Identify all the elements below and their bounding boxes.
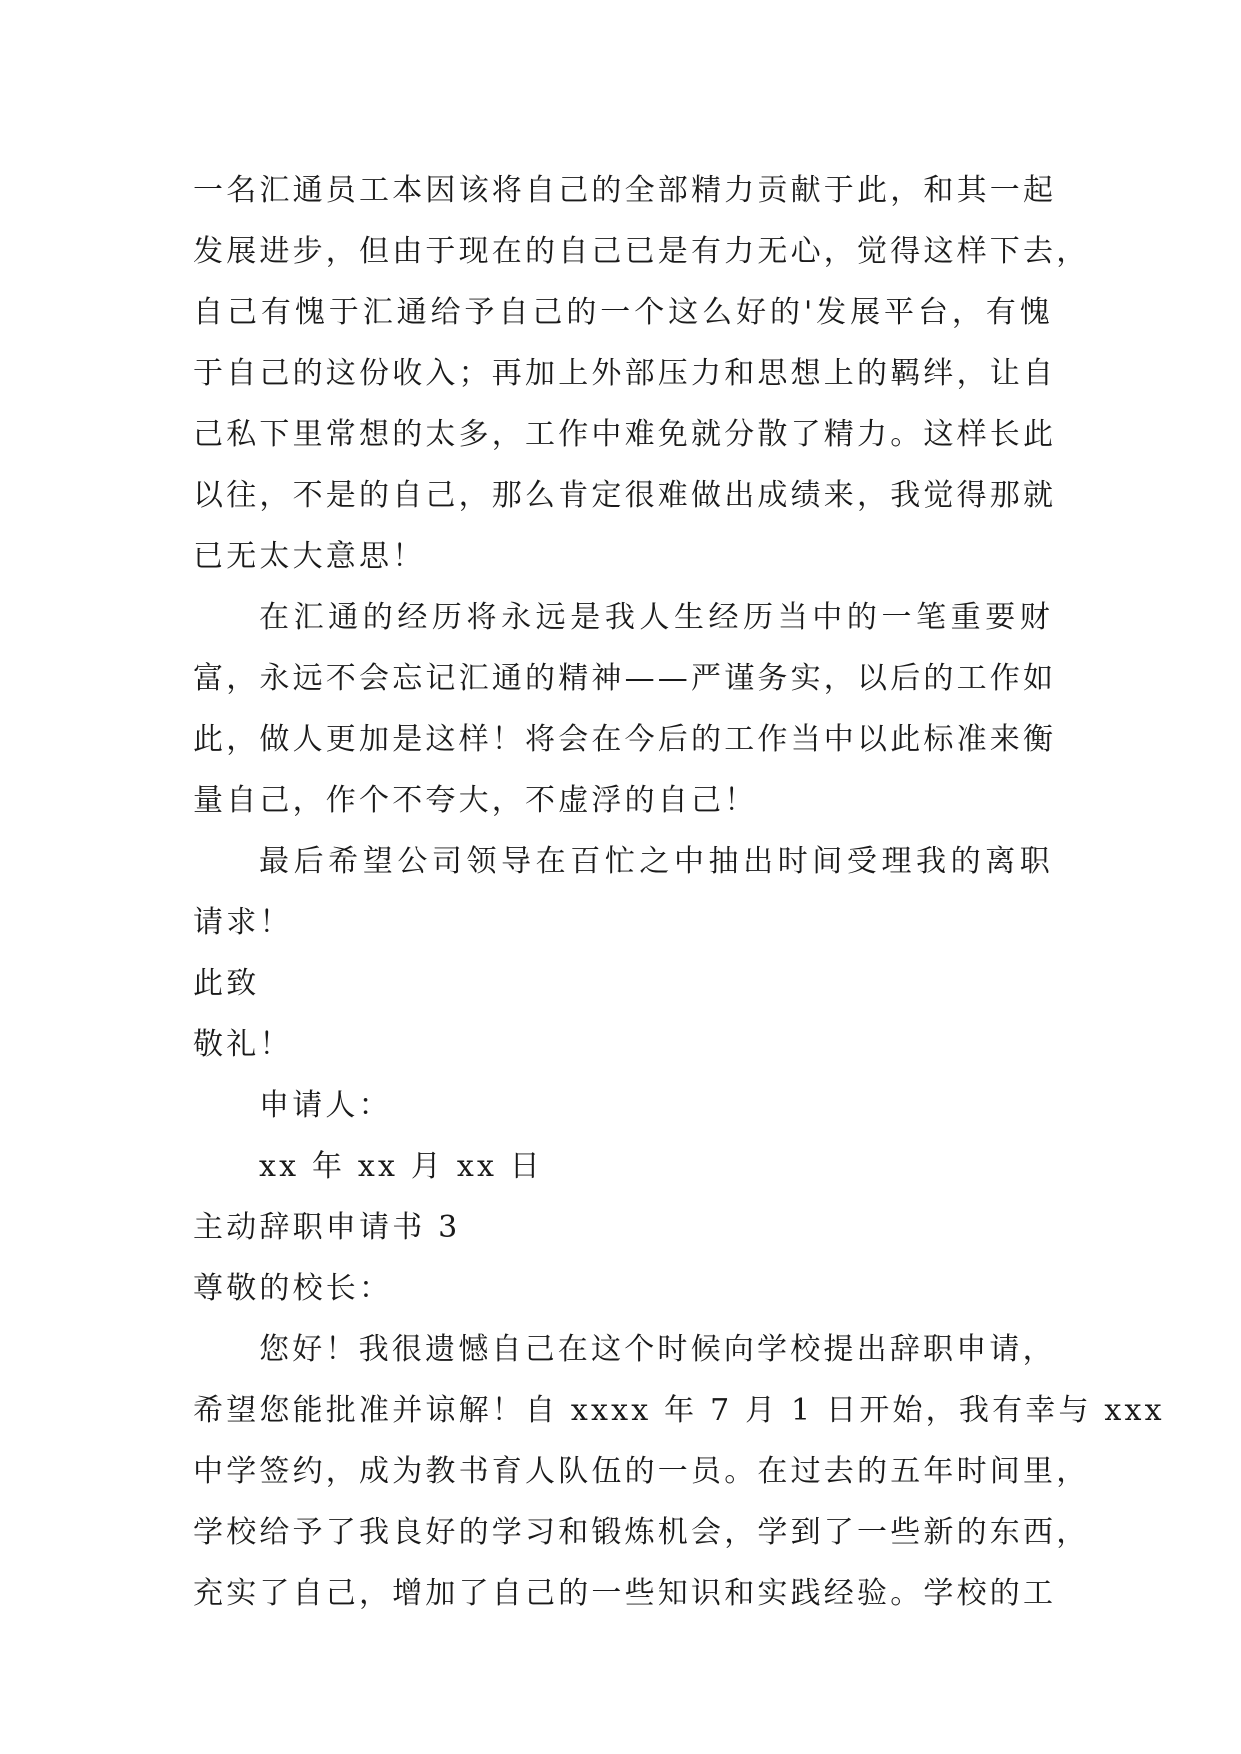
text-line: 请求！: [193, 905, 293, 940]
closing-salutation: 此致: [193, 966, 260, 1001]
date-line: xx 年 xx 月 xx 日: [259, 1149, 543, 1184]
text-line: 以往，不是的自己，那么肯定很难做出成绩来，我觉得那就: [193, 478, 1057, 513]
text-line: 学校给予了我良好的学习和锻炼机会，学到了一些新的东西，: [193, 1515, 1090, 1550]
text-line: 己私下里常想的太多，工作中难免就分散了精力。这样长此: [193, 417, 1057, 452]
closing-regards: 敬礼！: [193, 1027, 293, 1062]
paragraph-first-line: 您好！我很遗憾自己在这个时候向学校提出辞职申请，: [259, 1332, 1056, 1367]
text-line: 一名汇通员工本因该将自己的全部精力贡献于此，和其一起: [193, 173, 1057, 208]
text-line: 希望您能批准并谅解！自 xxxx 年 7 月 1 日开始，我有幸与 xxx: [193, 1393, 1165, 1428]
paragraph-first-line: 最后希望公司领导在百忙之中抽出时间受理我的离职: [259, 844, 1053, 879]
applicant-label: 申请人：: [259, 1088, 392, 1123]
text-line: 富，永远不会忘记汇通的精神——严谨务实，以后的工作如: [193, 661, 1057, 696]
text-line: 发展进步，但由于现在的自己已是有力无心，觉得这样下去，: [193, 234, 1090, 269]
text-line: 充实了自己，增加了自己的一些知识和实践经验。学校的工: [193, 1576, 1057, 1611]
text-line: 此，做人更加是这样！将会在今后的工作当中以此标准来衡: [193, 722, 1057, 757]
document-page: [193, 160, 1165, 1624]
text-line: 于自己的这份收入；再加上外部压力和思想上的羁绊，让自: [193, 356, 1057, 391]
letter-salutation: 尊敬的校长：: [193, 1271, 393, 1306]
section-title: 主动辞职申请书 3: [193, 1210, 461, 1245]
text-line: 中学签约，成为教书育人队伍的一员。在过去的五年时间里，: [193, 1454, 1090, 1489]
text-line: 自己有愧于汇通给予自己的一个这么好的'发展平台，有愧: [193, 295, 1053, 330]
paragraph-first-line: 在汇通的经历将永远是我人生经历当中的一笔重要财: [259, 600, 1053, 635]
text-line: 量自己，作个不夸大，不虚浮的自己！: [193, 783, 758, 818]
text-line: 已无太大意思！: [193, 539, 426, 574]
